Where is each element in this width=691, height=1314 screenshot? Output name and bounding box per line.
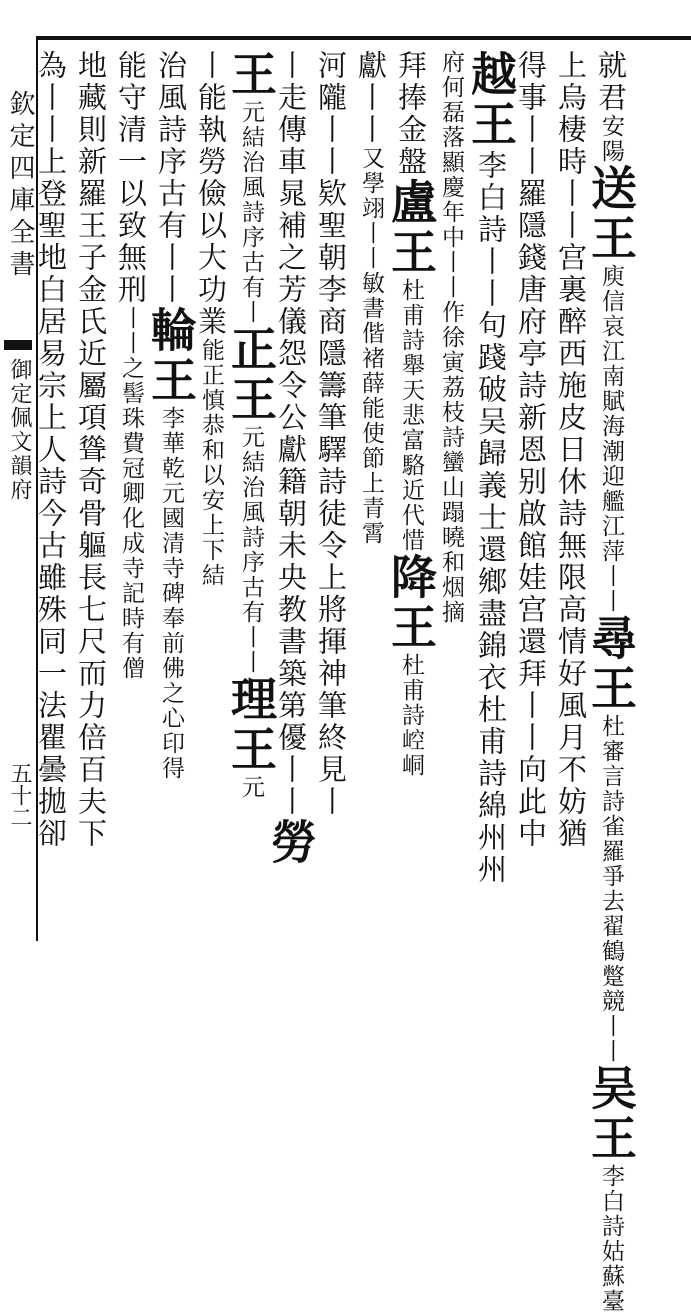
annotation-text: 杜審言詩雀羅爭去翟鶴蹩競丨丨 [598,714,624,1064]
page-number: 五十二 [7,762,32,828]
body-text: 地藏則新羅王子金氏近屬項聳奇骨軀長七尺而力倍百夫下 [74,50,108,850]
text-column [464,50,518,930]
headword: 盧王 [384,178,438,278]
headword: 正王 [224,325,278,425]
body-text: 得事丨丨羅隱錢唐府亭詩新恩别啟館娃宫還拜丨丨向此中 [514,50,548,850]
text-column [224,50,278,930]
body-text: 丨能執勞儉以大功業 [194,50,228,338]
headword: 降王 [384,553,438,653]
top-border-rule [36,36,691,40]
headword: 理王 [224,675,278,775]
annotation-text: 元結治風詩序古有丨丨 [238,425,264,675]
annotation-text: 丨丨之髻珠費冠卿化成寺記時有僧 [118,306,144,681]
headword: 吴王 [584,1064,638,1164]
body-text: 上烏棲時丨丨宫裏醉西施皮日休詩無限高情好風月不妨猶 [554,50,588,850]
headword: 尋王 [584,614,638,714]
book-title: 欽定四庫全書 [5,90,35,282]
annotation-text: 庾信哀江南賦海潮迎艦江萍丨丨 [598,264,624,614]
text-column [431,50,471,930]
annotation-text: 元結治風詩序古有丨 [238,100,264,325]
text-column [311,50,351,930]
text-column [144,50,198,930]
body-text: 拜捧金盤 [394,50,428,178]
text-column [584,50,638,1314]
annotation-text: 安陽 [598,114,624,164]
body-text: 就君 [594,50,628,114]
body-text: 河隴丨丨欵聖朝李商隱籌筆驛詩徒令上將揮神筆終見丨 [314,50,348,818]
headword: 王 [224,50,278,100]
annotation-text: 杜甫詩崆峒 [398,653,424,778]
text-column [71,50,111,930]
text-column [31,50,71,930]
body-text: 李白詩丨丨句踐破吴歸義士還鄉盡錦衣杜甫詩綿州州 [474,150,508,886]
text-column [111,50,151,930]
body-text: 獻丨丨 [354,50,388,146]
annotation-text: 李華乾元國清寺碑奉前佛之心印得 [158,406,184,781]
body-text: 能守清一以致無刑 [114,50,148,306]
body-text: 治風詩序古有丨丨 [154,50,188,306]
headword: 越王 [464,50,518,150]
text-column [511,50,551,930]
text-column [384,50,438,930]
annotation-text: 元 [238,775,264,800]
body-text: 丨走傳車晁補之芳儀怨令公獻籍朝未央教書築第優丨丨 [274,50,308,818]
volume-title: 御定佩文韻府 [7,358,32,502]
headword: 輪王 [144,306,198,406]
annotation-text: 杜甫詩舉天悲富駱近代惜 [398,278,424,553]
annotation-text: 能正慎恭和以安上下 [198,338,224,563]
text-columns [34,50,638,1314]
annotation-text: 結 [198,563,224,588]
annotation-text: 府何磊落顯慶年中丨丨作徐寅荔枝詩蠻山蹋曉和烟摘 [438,50,464,625]
text-column [191,50,231,930]
text-column [264,50,318,930]
headword: 送王 [584,164,638,264]
fishtail-mark [4,340,32,350]
annotation-text: 李白詩姑蘇臺 [598,1164,624,1314]
annotation-text: 又學翊丨丨敏書偕褚薛能 [358,146,384,421]
annotation-text: 使節上青霄 [358,421,384,546]
body-text: 為丨丨上登聖地白居易宗上人詩今古雖殊同一法瞿曇拋卻 [34,50,68,850]
headword: 勞 [264,818,318,868]
